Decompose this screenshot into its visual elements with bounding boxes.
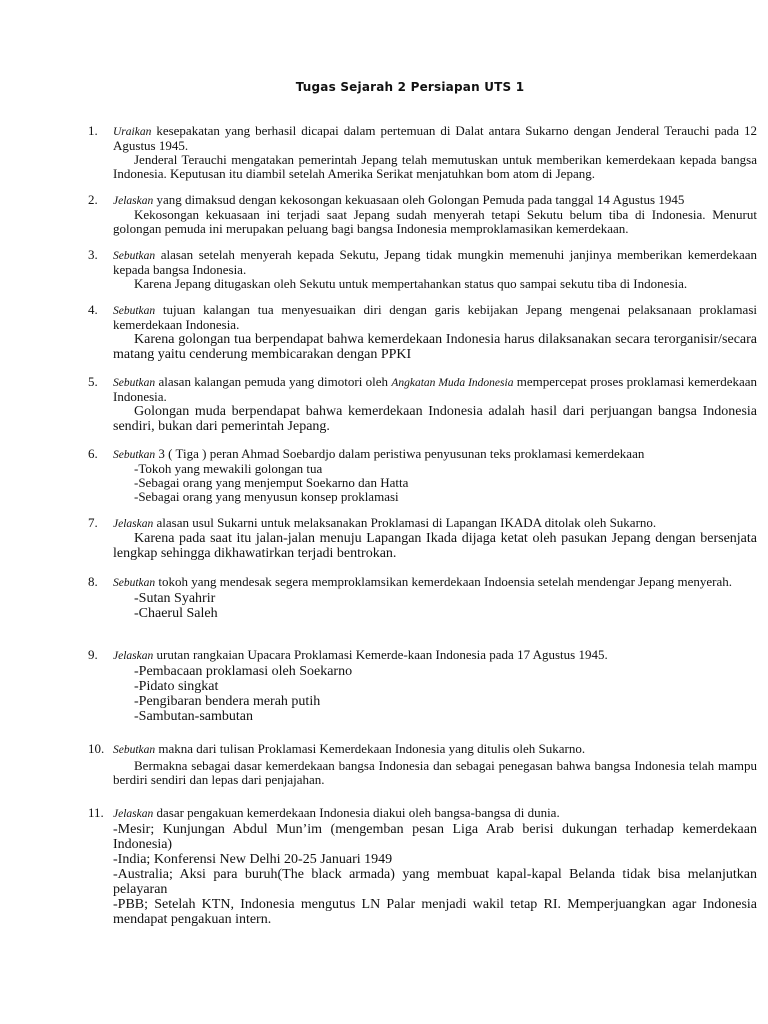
question-verb: Uraikan — [113, 126, 152, 138]
question-verb: Sebutkan — [113, 377, 156, 389]
question-text: Sebutkan tujuan kalangan tua menyesuaikan diri dengan garis kebijakan Jepang mengenai pelaksanaan proklamasi kemerdekaan Indonesia. — [113, 302, 757, 332]
question-number: 4. — [88, 302, 98, 317]
question-text: Sebutkan 3 ( Tiga ) peran Ahmad Soebardjo dalam peristiwa penyusunan teks proklamasi kemerdekaan — [113, 446, 645, 461]
question-number: 10. — [88, 741, 105, 756]
question-number: 6. — [88, 446, 98, 461]
question-verb: Sebutkan — [113, 305, 156, 317]
question-text: Jelaskan urutan rangkaian Upacara Proklamasi Kemerde-kaan Indonesia pada 17 Agustus 1945. — [113, 647, 608, 662]
question-number: 1. — [88, 123, 98, 138]
answer-item: -Pengibaran bendera merah putih — [134, 694, 321, 709]
answer-item: -Tokoh yang mewakili golongan tua — [134, 461, 323, 476]
answer-item: -Pidato singkat — [134, 679, 219, 694]
question-verb: Sebutkan — [113, 577, 156, 589]
question-text: Sebutkan alasan kalangan pemuda yang dimotori oleh Angkatan Muda Indonesia mempercepat proses proklamasi kemerdekaan Indonesia. — [113, 374, 758, 404]
question-text: Uraikan kesepakatan yang berhasil dicapai dalam pertemuan di Dalat antara Sukarno dengan Jenderal Terauchi pada 12 Agustus 1945. — [113, 123, 757, 153]
answer-text: Karena Jepang ditugaskan oleh Sekutu untuk mempertahankan status quo sampai sekutu tiba di Indonesia. — [134, 276, 688, 291]
question-number: 3. — [88, 247, 98, 262]
question-number: 2. — [88, 192, 98, 207]
question-verb: Sebutkan — [113, 744, 156, 756]
document-title: Tugas Sejarah 2 Persiapan UTS 1 — [295, 80, 525, 94]
question-number: 5. — [88, 374, 98, 389]
answer-text: Karena golongan tua berpendapat bahwa kemerdekaan Indonesia harus dilaksanakan secara terorganisir/secara matang yaitu cenderung membicarakan dengan PPKI — [113, 332, 757, 362]
question-text: Jelaskan alasan usul Sukarni untuk melaksanakan Proklamasi di Lapangan IKADA ditolak oleh Sukarno. — [113, 515, 657, 530]
answer-item: -Mesir; Kunjungan Abdul Mun’im (mengemban pesan Liga Arab berisi dukungan terhadap kemerdekaan Indonesia) — [113, 822, 757, 852]
question-text: Sebutkan makna dari tulisan Proklamasi Kemerdekaan Indonesia yang ditulis oleh Sukarno. — [113, 741, 586, 756]
question-number: 8. — [88, 574, 98, 589]
question-verb: Jelaskan — [113, 650, 154, 662]
answer-text: Karena pada saat itu jalan-jalan menuju Lapangan Ikada dijaga ketat oleh pasukan Jepang dengan bersenjata lengkap sehingga dikhawatirkan terjadi bentrokan. — [113, 531, 757, 561]
question-verb-secondary: Angkatan Muda Indonesia — [391, 377, 514, 389]
answer-text: Golongan muda berpendapat bahwa kemerdekaan Indonesia adalah hasil dari perjuangan bangsa Indonesia sendiri, bukan dari pemerintah Jepang. — [113, 404, 757, 434]
answer-item: -India; Konferensi New Delhi 20-25 Januari 1949 — [113, 852, 393, 867]
answer-item: -Sebagai orang yang menyusun konsep proklamasi — [134, 489, 399, 504]
question-verb: Sebutkan — [113, 449, 156, 461]
question-text: Sebutkan tokoh yang mendesak segera memproklamsikan kemerdekaan Indoensia setelah mendengar Jepang menyerah. — [113, 574, 732, 589]
question-text: Sebutkan alasan setelah menyerah kepada Sekutu, Jepang tidak mungkin memenuhi janjinya memberikan kemerdekaan kepada bangsa Indonesia. — [113, 247, 757, 277]
question-verb: Sebutkan — [113, 250, 156, 262]
question-number: 7. — [88, 515, 98, 530]
answer-item: -PBB; Setelah KTN, Indonesia mengutus LN Palar menjadi wakil tetap RI. Memperjuangkan agar Indonesia mendapat pengakuan intern. — [113, 897, 757, 927]
answer-item: -Sebagai orang yang menjemput Soekarno dan Hatta — [134, 475, 409, 490]
question-text: Jelaskan dasar pengakuan kemerdekaan Indonesia diakui oleh bangsa-bangsa di dunia. — [113, 805, 560, 820]
question-verb: Jelaskan — [113, 518, 154, 530]
question-verb: Jelaskan — [113, 808, 154, 820]
answer-item: -Chaerul Saleh — [134, 606, 218, 621]
question-text: Jelaskan yang dimaksud dengan kekosongan kekuasaan oleh Golongan Pemuda pada tanggal 14 Agustus 1945 — [113, 192, 685, 207]
answer-item: -Sambutan-sambutan — [134, 709, 253, 724]
question-verb: Jelaskan — [113, 195, 154, 207]
answer-item: -Australia; Aksi para buruh(The black armada) yang membuat kapal-kapal Belanda tidak bisa melanjutkan pelayaran — [113, 867, 757, 897]
answer-text: Bermakna sebagai dasar kemerdekaan bangsa Indonesia dan sebagai penegasan bahwa bangsa Indonesia telah mampu berdiri sendiri dan lepas dari penjajahan. — [113, 758, 757, 787]
answer-item: -Pembacaan proklamasi oleh Soekarno — [134, 664, 353, 679]
answer-item: -Sutan Syahrir — [134, 591, 216, 606]
answer-text: Kekosongan kekuasaan ini terjadi saat Jepang sudah menyerah tetapi Sekutu belum tiba di Indonesia. Menurut golongan pemuda ini merupakan peluang bagi bangsa Indonesia memproklamasikan kemerdekaan. — [113, 207, 757, 236]
question-number: 9. — [88, 647, 98, 662]
question-number: 11. — [88, 805, 104, 820]
answer-text: Jenderal Terauchi mengatakan pemerintah Jepang telah memutuskan untuk memberikan kemerdekaan kepada bangsa Indonesia. Keputusan itu diambil setelah Amerika Serikat menjatuhkan bom atom di Jepang. — [113, 152, 757, 181]
